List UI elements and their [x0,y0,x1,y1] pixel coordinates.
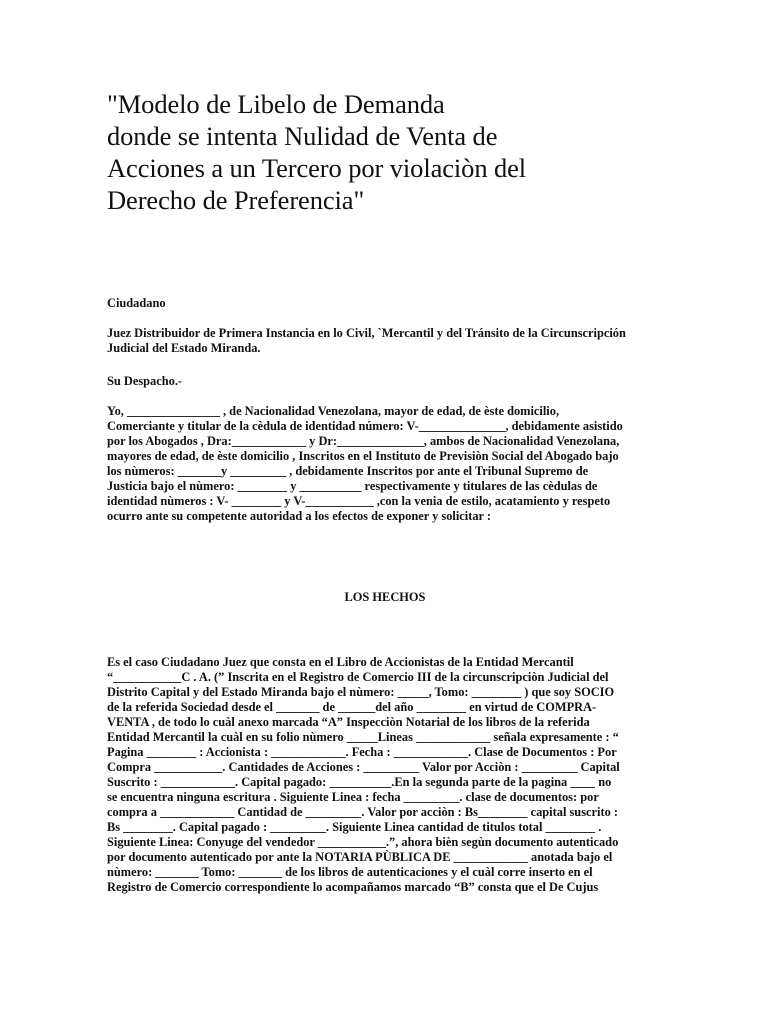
hechos-paragraph [107,655,663,895]
title-line: Derecho de Preferencia" [107,185,365,215]
text-line: ocurro ante su competente autoridad a los efectos de exponer y solicitar : [107,509,492,523]
text-line: compra a ____________ Cantidad de _________. Valor por acciòn : Bs________ capital suscrito : [107,805,619,819]
text-line: nùmero: _______ Tomo: _______ de los libros de autenticaciones y el cuàl corre inserto en el [107,865,593,879]
text-line: Yo, _______________ , de Nacionalidad Venezolana, mayor de edad, de èste domicilio, [107,404,560,418]
section-heading: LOS HECHOS [344,590,426,604]
despacho-line: Su Despacho.- [107,374,183,388]
text-line: Justicia bajo el nùmero: ________ y __________ respectivamente y titulares de las cèdulas de [107,479,598,493]
title-line: "Modelo de Libelo de Demanda [107,89,445,119]
text-line: Registro de Comercio correspondiente lo acompañamos marcado “B” consta que el De Cujus [107,880,599,894]
text-line: Entidad Mercantil la cuàl en su folio nùmero _____Lineas ____________ señala expresamente : “ [107,730,619,744]
intro-paragraph [107,404,663,524]
text-line: “___________C . A. (” Inscrita en el Registro de Comercio III de la circunscripciòn Judicial del [107,670,609,684]
text-line: de la referida Sociedad desde el _______ de ______del año ________ en virtud de COMPRA- [107,700,597,714]
text-line: se encuentra ninguna escritura . Siguiente Linea : fecha _________. clase de documentos: por [107,790,599,804]
text-line: Pagina ________ : Accionista : ____________. Fecha : ____________. Clase de Documentos : Por [107,745,617,759]
text-line: Comerciante y titular de la cèdula de identidad número: V-______________, debidamente asistido [107,419,623,433]
title-line: donde se intenta Nulidad de Venta de [107,121,498,151]
text-line: VENTA , de todo lo cuàl anexo marcada “A” Inspecciòn Notarial de los libros de la referida [107,715,590,729]
title-line: Acciones a un Tercero por violaciòn del [107,153,527,183]
text-line: Judicial del Estado Miranda. [107,341,261,355]
addressee-paragraph [107,326,663,356]
text-line: por los Abogados , Dra:____________ y Dr:______________, ambos de Nacionalidad Venezolana, [107,434,620,448]
text-line: Distrito Capital y del Estado Miranda bajo el nùmero: _____, Tomo: ________ ) que soy SOCIO [107,685,615,699]
document-title [107,88,663,216]
text-line: mayores de edad, de èste domicilio , Inscritos en el Instituto de Previsiòn Social del Abogado bajo [107,449,619,463]
text-line: Bs ________. Capital pagado : _________. Siguiente Linea cantidad de titulos total ________ . [107,820,602,834]
text-line: Compra ___________. Cantidades de Acciones : _________ Valor por Acciòn : _________ Capital [107,760,620,774]
text-line: por documento autenticado por ante la NOTARIA PÙBLICA DE ____________ anotada bajo el [107,850,613,864]
text-line: Siguiente Linea: Conyuge del vendedor ___________.”, ahora bièn segùn documento autenticado [107,835,619,849]
text-line: los nùmeros: _______y _________ , debidamente Inscritos por ante el Tribunal Supremo de [107,464,589,478]
text-line: Juez Distribuidor de Primera Instancia en lo Civil, `Mercantil y del Tránsito de la Circunscripción [107,326,626,340]
text-line: Suscrito : ____________. Capital pagado: __________.En la segunda parte de la pagina ____ no [107,775,612,789]
salutation: Ciudadano [107,296,166,310]
text-line: Es el caso Ciudadano Juez que consta en el Libro de Accionistas de la Entidad Mercantil [107,655,574,669]
text-line: identidad nùmeros : V- ________ y V-___________ ,con la venia de estilo, acatamiento y respeto [107,494,611,508]
